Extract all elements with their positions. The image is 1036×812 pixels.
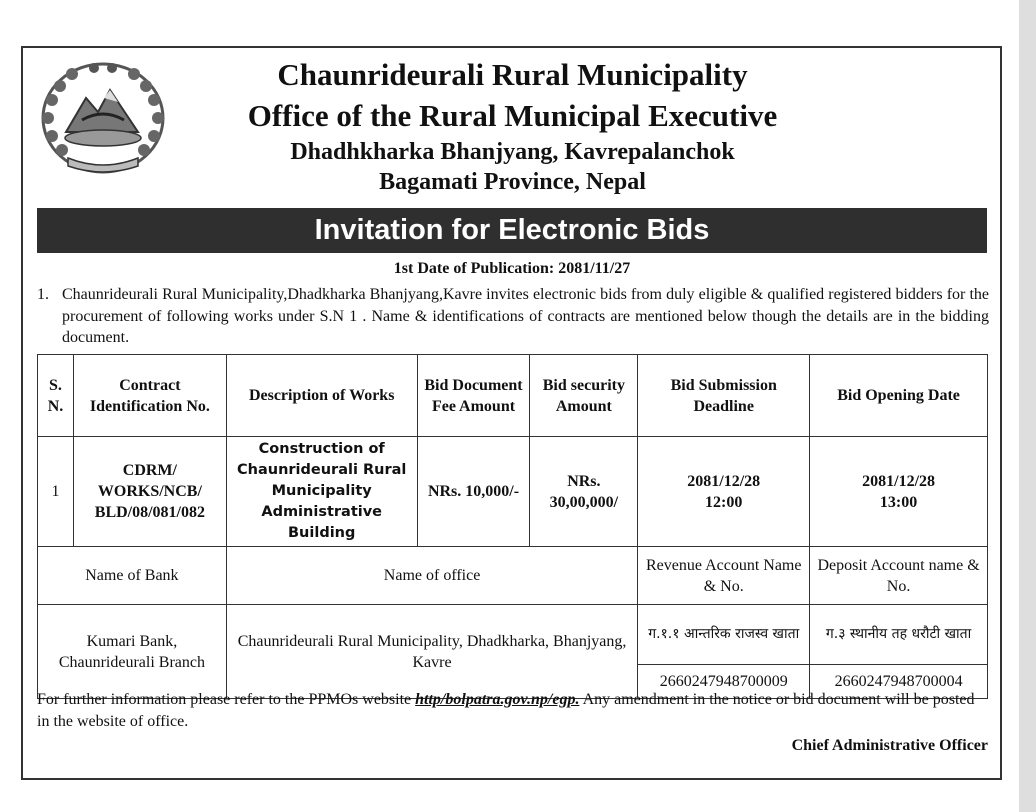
office-name-value: Chaunrideurali Rural Municipality, Dhadkharka, Bhanjyang, Kavre — [226, 605, 637, 699]
revenue-account-name: ग.१.१ आन्तरिक राजस्व खाता — [638, 605, 810, 665]
office-address: Dhadhkharka Bhanjyang, Kavrepalanchok — [290, 139, 735, 165]
office-name-label: Name of office — [226, 547, 637, 605]
header-sn: S. N. — [38, 355, 74, 437]
deposit-account-name: ग.३ स्थानीय तह धरौटी खाता — [810, 605, 988, 665]
deposit-account-number: 2660247948700004 — [810, 665, 988, 699]
header-contract-id: Contract Identification No. — [73, 355, 226, 437]
province-line: Bagamati Province, Nepal — [379, 169, 646, 195]
row-security: NRs. 30,00,000/ — [530, 437, 638, 547]
nepal-government-emblem-icon — [38, 60, 168, 178]
footer-text-before: For further information please refer to the PPMOs website — [37, 691, 416, 708]
footer-note — [37, 689, 989, 732]
header-security: Bid security Amount — [530, 355, 638, 437]
signature-title: Chief Administrative Officer — [791, 737, 988, 754]
table-row — [38, 437, 988, 547]
opening-time: 13:00 — [879, 493, 918, 511]
municipality-name: Chaunrideurali Rural Municipality — [277, 57, 748, 92]
row-contract-id: CDRM/ WORKS/NCB/ BLD/08/081/082 — [73, 437, 226, 547]
deadline-date: 2081/12/28 — [687, 472, 761, 490]
office-name: Office of the Rural Municipal Executive — [247, 98, 778, 133]
row-fee: NRs. 10,000/- — [417, 437, 530, 547]
deposit-account-label: Deposit Account name & No. — [810, 547, 988, 605]
intro-number: 1. — [37, 286, 49, 303]
row-sn: 1 — [38, 437, 74, 547]
bank-value-row — [38, 605, 988, 665]
header-fee: Bid Document Fee Amount — [417, 355, 530, 437]
notice-title-banner: Invitation for Electronic Bids — [37, 208, 987, 253]
intro-text: Chaunrideurali Rural Municipality,Dhadkharka Bhanjyang,Kavre invites electronic bids from duly eligible & qualified registered bidders for the procurement of following works under S.N 1 . Name & identifications of contracts are mentioned below though the details are in the bidding document. — [62, 286, 989, 346]
row-description: Construction of Chaunrideurali Rural Municipality Administrative Building — [226, 437, 417, 547]
ppmo-website-link[interactable]: http/bolpatra.gov.np/egp. — [415, 691, 580, 708]
header-opening: Bid Opening Date — [810, 355, 988, 437]
opening-date: 2081/12/28 — [862, 472, 936, 490]
bids-table — [37, 354, 988, 699]
publication-date: 1st Date of Publication: 2081/11/27 — [393, 260, 631, 277]
bank-name-value: Kumari Bank, Chaunrideurali Branch — [38, 605, 227, 699]
table-header-row — [38, 355, 988, 437]
deadline-time: 12:00 — [705, 493, 743, 511]
page-edge-bar — [1019, 0, 1036, 812]
intro-paragraph — [37, 284, 989, 349]
revenue-account-number: 2660247948700009 — [638, 665, 810, 699]
footer-text-after: Any amendment in the notice or bid document will be posted in the website of office. — [37, 691, 975, 730]
header-deadline: Bid Submission Deadline — [638, 355, 810, 437]
bank-label-row — [38, 547, 988, 605]
revenue-account-label: Revenue Account Name & No. — [638, 547, 810, 605]
row-opening — [810, 437, 988, 547]
header-description: Description of Works — [226, 355, 417, 437]
row-deadline — [638, 437, 810, 547]
bank-name-label: Name of Bank — [38, 547, 227, 605]
